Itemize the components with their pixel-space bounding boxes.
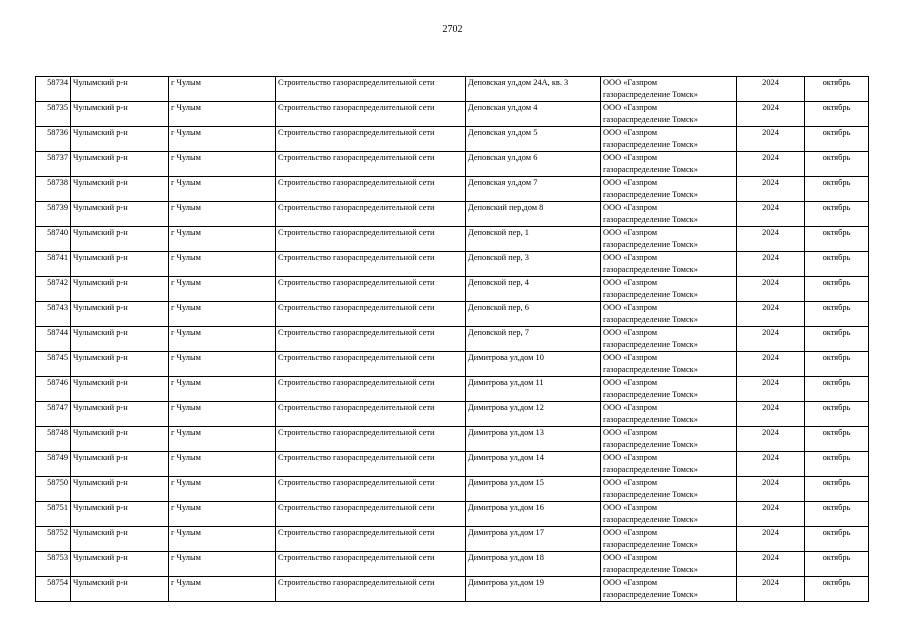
district-cell: Чулымский р-н — [71, 227, 169, 252]
year-cell: 2024 — [737, 402, 805, 427]
month-cell: октябрь — [805, 577, 869, 602]
district-cell: Чулымский р-н — [71, 552, 169, 577]
work-type-cell: Строительство газораспределительной сети — [276, 302, 466, 327]
address-cell: Димитрова ул,дом 16 — [466, 502, 601, 527]
record-number-cell: 58742 — [36, 277, 71, 302]
work-type-cell: Строительство газораспределительной сети — [276, 152, 466, 177]
month-cell: октябрь — [805, 402, 869, 427]
year-cell: 2024 — [737, 202, 805, 227]
town-cell: г Чулым — [169, 102, 276, 127]
organization-line-2: газораспределение Томск» — [603, 440, 698, 449]
organization-cell — [601, 277, 737, 302]
table-row — [36, 502, 869, 527]
organization-line-2: газораспределение Томск» — [603, 590, 698, 599]
record-number-cell: 58753 — [36, 552, 71, 577]
month-cell: октябрь — [805, 277, 869, 302]
organization-cell — [601, 302, 737, 327]
address-cell: Деповская ул,дом 24А, кв. 3 — [466, 77, 601, 102]
address-cell: Деповской пер, 6 — [466, 302, 601, 327]
record-number-cell: 58736 — [36, 127, 71, 152]
organization-line-1: ООО «Газпром — [603, 553, 658, 562]
organization-line-1: ООО «Газпром — [603, 478, 658, 487]
work-type-cell: Строительство газораспределительной сети — [276, 427, 466, 452]
organization-cell — [601, 202, 737, 227]
work-type-cell: Строительство газораспределительной сети — [276, 352, 466, 377]
table-row — [36, 327, 869, 352]
address-cell: Деповской пер, 3 — [466, 252, 601, 277]
year-cell: 2024 — [737, 577, 805, 602]
organization-line-1: ООО «Газпром — [603, 303, 658, 312]
district-cell: Чулымский р-н — [71, 402, 169, 427]
table-body — [36, 77, 869, 602]
table-row — [36, 452, 869, 477]
town-cell: г Чулым — [169, 252, 276, 277]
month-cell: октябрь — [805, 102, 869, 127]
address-cell: Деповской пер, 4 — [466, 277, 601, 302]
work-type-cell: Строительство газораспределительной сети — [276, 77, 466, 102]
table-row — [36, 277, 869, 302]
organization-line-1: ООО «Газпром — [603, 378, 658, 387]
year-cell: 2024 — [737, 477, 805, 502]
year-cell: 2024 — [737, 327, 805, 352]
town-cell: г Чулым — [169, 327, 276, 352]
month-cell: октябрь — [805, 127, 869, 152]
address-cell: Димитрова ул,дом 11 — [466, 377, 601, 402]
year-cell: 2024 — [737, 152, 805, 177]
organization-line-1: ООО «Газпром — [603, 178, 658, 187]
address-cell: Деповская ул,дом 5 — [466, 127, 601, 152]
record-number-cell: 58734 — [36, 77, 71, 102]
table-row — [36, 77, 869, 102]
record-number-cell: 58740 — [36, 227, 71, 252]
organization-line-2: газораспределение Томск» — [603, 90, 698, 99]
town-cell: г Чулым — [169, 502, 276, 527]
table-row — [36, 177, 869, 202]
year-cell: 2024 — [737, 427, 805, 452]
town-cell: г Чулым — [169, 527, 276, 552]
organization-line-2: газораспределение Томск» — [603, 365, 698, 374]
work-type-cell: Строительство газораспределительной сети — [276, 177, 466, 202]
address-cell: Деповская ул,дом 7 — [466, 177, 601, 202]
work-type-cell: Строительство газораспределительной сети — [276, 377, 466, 402]
district-cell: Чулымский р-н — [71, 577, 169, 602]
month-cell: октябрь — [805, 352, 869, 377]
work-type-cell: Строительство газораспределительной сети — [276, 277, 466, 302]
address-cell: Деповской пер, 7 — [466, 327, 601, 352]
year-cell: 2024 — [737, 352, 805, 377]
town-cell: г Чулым — [169, 277, 276, 302]
record-number-cell: 58749 — [36, 452, 71, 477]
month-cell: октябрь — [805, 427, 869, 452]
month-cell: октябрь — [805, 152, 869, 177]
registry-table — [35, 76, 869, 602]
district-cell: Чулымский р-н — [71, 127, 169, 152]
month-cell: октябрь — [805, 252, 869, 277]
organization-line-2: газораспределение Томск» — [603, 390, 698, 399]
organization-line-1: ООО «Газпром — [603, 278, 658, 287]
town-cell: г Чулым — [169, 402, 276, 427]
year-cell: 2024 — [737, 527, 805, 552]
organization-cell — [601, 227, 737, 252]
year-cell: 2024 — [737, 177, 805, 202]
record-number-cell: 58748 — [36, 427, 71, 452]
organization-line-1: ООО «Газпром — [603, 353, 658, 362]
record-number-cell: 58738 — [36, 177, 71, 202]
town-cell: г Чулым — [169, 227, 276, 252]
work-type-cell: Строительство газораспределительной сети — [276, 452, 466, 477]
organization-line-1: ООО «Газпром — [603, 453, 658, 462]
district-cell: Чулымский р-н — [71, 502, 169, 527]
table-row — [36, 252, 869, 277]
organization-line-2: газораспределение Томск» — [603, 540, 698, 549]
town-cell: г Чулым — [169, 127, 276, 152]
work-type-cell: Строительство газораспределительной сети — [276, 402, 466, 427]
month-cell: октябрь — [805, 552, 869, 577]
address-cell: Димитрова ул,дом 15 — [466, 477, 601, 502]
town-cell: г Чулым — [169, 77, 276, 102]
organization-line-2: газораспределение Томск» — [603, 265, 698, 274]
work-type-cell: Строительство газораспределительной сети — [276, 102, 466, 127]
year-cell: 2024 — [737, 502, 805, 527]
organization-cell — [601, 477, 737, 502]
address-cell: Димитрова ул,дом 18 — [466, 552, 601, 577]
district-cell: Чулымский р-н — [71, 427, 169, 452]
organization-line-1: ООО «Газпром — [603, 203, 658, 212]
month-cell: октябрь — [805, 227, 869, 252]
address-cell: Димитрова ул,дом 19 — [466, 577, 601, 602]
organization-line-1: ООО «Газпром — [603, 578, 658, 587]
table-row — [36, 227, 869, 252]
organization-line-2: газораспределение Томск» — [603, 290, 698, 299]
district-cell: Чулымский р-н — [71, 252, 169, 277]
year-cell: 2024 — [737, 377, 805, 402]
month-cell: октябрь — [805, 177, 869, 202]
organization-cell — [601, 552, 737, 577]
town-cell: г Чулым — [169, 352, 276, 377]
table-row — [36, 352, 869, 377]
town-cell: г Чулым — [169, 477, 276, 502]
year-cell: 2024 — [737, 302, 805, 327]
organization-cell — [601, 452, 737, 477]
organization-line-2: газораспределение Томск» — [603, 565, 698, 574]
organization-cell — [601, 102, 737, 127]
table-row — [36, 427, 869, 452]
month-cell: октябрь — [805, 77, 869, 102]
address-cell: Деповская ул,дом 6 — [466, 152, 601, 177]
year-cell: 2024 — [737, 227, 805, 252]
organization-line-2: газораспределение Томск» — [603, 165, 698, 174]
district-cell: Чулымский р-н — [71, 527, 169, 552]
organization-line-2: газораспределение Томск» — [603, 340, 698, 349]
organization-line-1: ООО «Газпром — [603, 428, 658, 437]
district-cell: Чулымский р-н — [71, 77, 169, 102]
work-type-cell: Строительство газораспределительной сети — [276, 327, 466, 352]
table-row — [36, 127, 869, 152]
organization-cell — [601, 577, 737, 602]
work-type-cell: Строительство газораспределительной сети — [276, 502, 466, 527]
page-number: 2702 — [442, 24, 463, 35]
record-number-cell: 58752 — [36, 527, 71, 552]
organization-cell — [601, 427, 737, 452]
organization-line-1: ООО «Газпром — [603, 78, 658, 87]
record-number-cell: 58741 — [36, 252, 71, 277]
address-cell: Димитрова ул,дом 12 — [466, 402, 601, 427]
organization-line-1: ООО «Газпром — [603, 503, 658, 512]
organization-line-2: газораспределение Томск» — [603, 190, 698, 199]
district-cell: Чулымский р-н — [71, 277, 169, 302]
organization-line-2: газораспределение Томск» — [603, 215, 698, 224]
record-number-cell: 58754 — [36, 577, 71, 602]
organization-line-1: ООО «Газпром — [603, 153, 658, 162]
organization-cell — [601, 402, 737, 427]
work-type-cell: Строительство газораспределительной сети — [276, 527, 466, 552]
town-cell: г Чулым — [169, 202, 276, 227]
organization-line-1: ООО «Газпром — [603, 328, 658, 337]
district-cell: Чулымский р-н — [71, 327, 169, 352]
organization-cell — [601, 177, 737, 202]
organization-line-2: газораспределение Томск» — [603, 490, 698, 499]
month-cell: октябрь — [805, 327, 869, 352]
table-row — [36, 377, 869, 402]
year-cell: 2024 — [737, 102, 805, 127]
table-row — [36, 577, 869, 602]
address-cell: Димитрова ул,дом 13 — [466, 427, 601, 452]
record-number-cell: 58739 — [36, 202, 71, 227]
work-type-cell: Строительство газораспределительной сети — [276, 252, 466, 277]
month-cell: октябрь — [805, 527, 869, 552]
table-row — [36, 527, 869, 552]
organization-cell — [601, 152, 737, 177]
year-cell: 2024 — [737, 277, 805, 302]
month-cell: октябрь — [805, 452, 869, 477]
organization-line-1: ООО «Газпром — [603, 103, 658, 112]
organization-line-2: газораспределение Томск» — [603, 140, 698, 149]
town-cell: г Чулым — [169, 152, 276, 177]
organization-cell — [601, 252, 737, 277]
organization-line-2: газораспределение Томск» — [603, 115, 698, 124]
month-cell: октябрь — [805, 302, 869, 327]
table-row — [36, 402, 869, 427]
district-cell: Чулымский р-н — [71, 202, 169, 227]
organization-cell — [601, 502, 737, 527]
record-number-cell: 58744 — [36, 327, 71, 352]
town-cell: г Чулым — [169, 427, 276, 452]
work-type-cell: Строительство газораспределительной сети — [276, 127, 466, 152]
address-cell: Деповской пер, 1 — [466, 227, 601, 252]
organization-line-2: газораспределение Томск» — [603, 515, 698, 524]
organization-line-1: ООО «Газпром — [603, 403, 658, 412]
table-row — [36, 152, 869, 177]
month-cell: октябрь — [805, 377, 869, 402]
table-row — [36, 477, 869, 502]
work-type-cell: Строительство газораспределительной сети — [276, 477, 466, 502]
address-cell: Димитрова ул,дом 10 — [466, 352, 601, 377]
record-number-cell: 58745 — [36, 352, 71, 377]
organization-line-2: газораспределение Томск» — [603, 240, 698, 249]
town-cell: г Чулым — [169, 302, 276, 327]
month-cell: октябрь — [805, 502, 869, 527]
organization-cell — [601, 327, 737, 352]
district-cell: Чулымский р-н — [71, 177, 169, 202]
table-row — [36, 552, 869, 577]
address-cell: Димитрова ул,дом 17 — [466, 527, 601, 552]
district-cell: Чулымский р-н — [71, 377, 169, 402]
organization-cell — [601, 77, 737, 102]
record-number-cell: 58747 — [36, 402, 71, 427]
month-cell: октябрь — [805, 477, 869, 502]
town-cell: г Чулым — [169, 377, 276, 402]
table-row — [36, 102, 869, 127]
town-cell: г Чулым — [169, 452, 276, 477]
record-number-cell: 58737 — [36, 152, 71, 177]
year-cell: 2024 — [737, 127, 805, 152]
record-number-cell: 58750 — [36, 477, 71, 502]
district-cell: Чулымский р-н — [71, 152, 169, 177]
organization-line-2: газораспределение Томск» — [603, 465, 698, 474]
work-type-cell: Строительство газораспределительной сети — [276, 227, 466, 252]
work-type-cell: Строительство газораспределительной сети — [276, 202, 466, 227]
organization-line-1: ООО «Газпром — [603, 528, 658, 537]
year-cell: 2024 — [737, 552, 805, 577]
district-cell: Чулымский р-н — [71, 302, 169, 327]
district-cell: Чулымский р-н — [71, 452, 169, 477]
organization-line-1: ООО «Газпром — [603, 228, 658, 237]
work-type-cell: Строительство газораспределительной сети — [276, 552, 466, 577]
record-number-cell: 58735 — [36, 102, 71, 127]
record-number-cell: 58751 — [36, 502, 71, 527]
year-cell: 2024 — [737, 252, 805, 277]
organization-cell — [601, 527, 737, 552]
address-cell: Димитрова ул,дом 14 — [466, 452, 601, 477]
table-row — [36, 202, 869, 227]
record-number-cell: 58743 — [36, 302, 71, 327]
district-cell: Чулымский р-н — [71, 477, 169, 502]
town-cell: г Чулым — [169, 577, 276, 602]
organization-line-2: газораспределение Томск» — [603, 315, 698, 324]
address-cell: Деповский пер,дом 8 — [466, 202, 601, 227]
district-cell: Чулымский р-н — [71, 352, 169, 377]
organization-line-2: газораспределение Томск» — [603, 415, 698, 424]
address-cell: Деповская ул,дом 4 — [466, 102, 601, 127]
organization-cell — [601, 377, 737, 402]
district-cell: Чулымский р-н — [71, 102, 169, 127]
organization-cell — [601, 127, 737, 152]
record-number-cell: 58746 — [36, 377, 71, 402]
town-cell: г Чулым — [169, 552, 276, 577]
organization-line-1: ООО «Газпром — [603, 253, 658, 262]
year-cell: 2024 — [737, 452, 805, 477]
work-type-cell: Строительство газораспределительной сети — [276, 577, 466, 602]
town-cell: г Чулым — [169, 177, 276, 202]
organization-cell — [601, 352, 737, 377]
year-cell: 2024 — [737, 77, 805, 102]
month-cell: октябрь — [805, 202, 869, 227]
table-row — [36, 302, 869, 327]
organization-line-1: ООО «Газпром — [603, 128, 658, 137]
